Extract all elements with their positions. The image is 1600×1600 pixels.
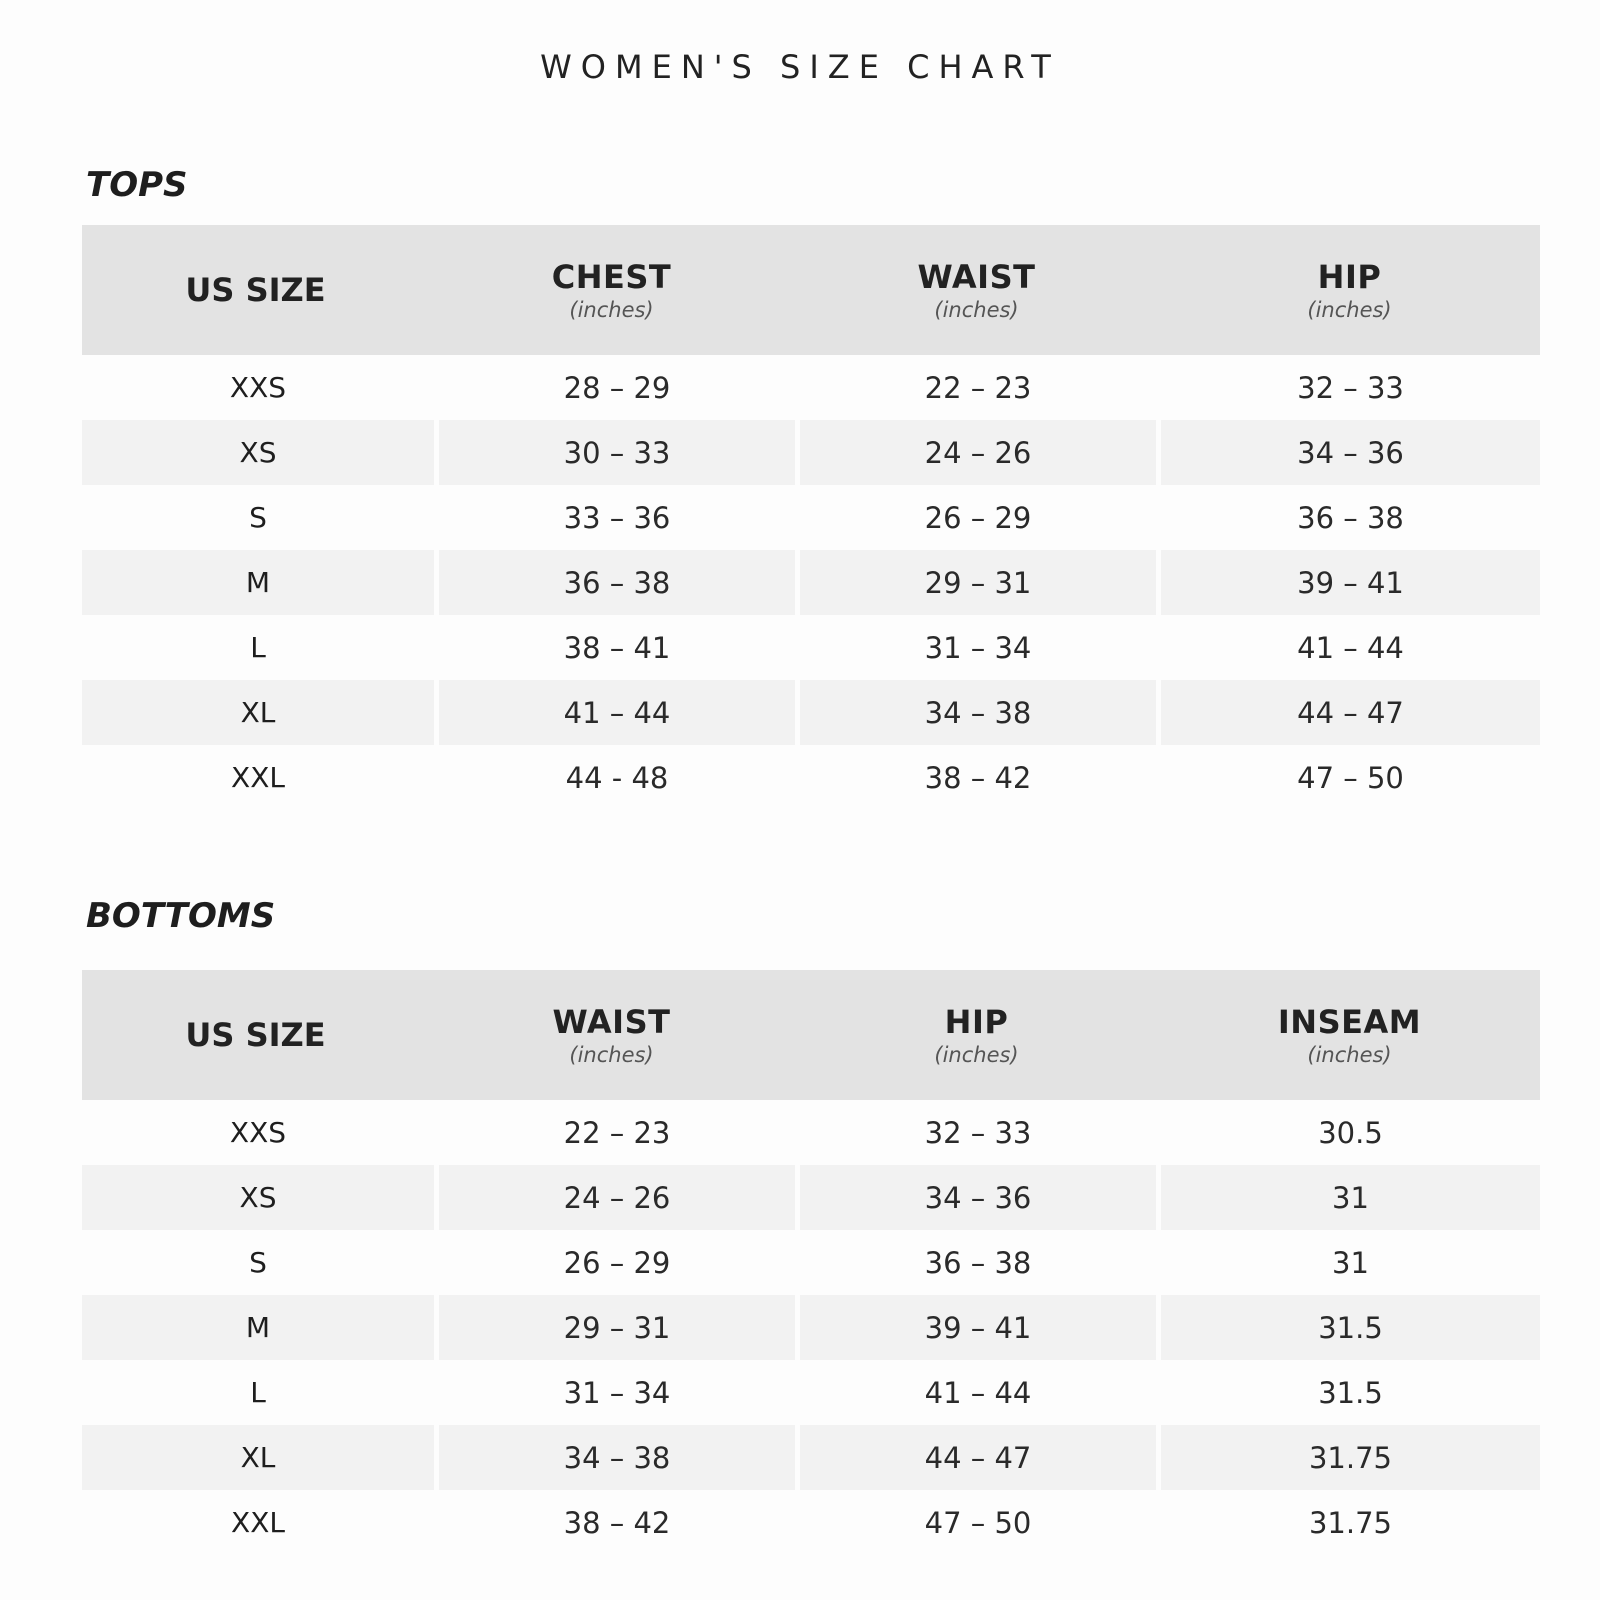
measurement-cell: 31.75 [1308, 1505, 1393, 1540]
header-unit: (inches) [569, 1043, 654, 1067]
size-label-cell: L [250, 1376, 266, 1409]
measurement-cell: 39 – 41 [800, 1295, 1156, 1360]
measurement-cell: 31 [1161, 1165, 1540, 1230]
measurement-cell: 22 – 23 [924, 370, 1032, 405]
table-row [82, 1490, 1540, 1555]
measurement-cell: 36 – 38 [1297, 500, 1404, 535]
bottoms-size-table [82, 970, 1540, 1555]
measurement-cell: 31.5 [1161, 1295, 1540, 1360]
table-row [82, 420, 1540, 485]
table-header-row [82, 970, 1540, 1100]
header-chest [429, 258, 794, 322]
header-label: WAIST [552, 1003, 671, 1041]
table-row [82, 1360, 1540, 1425]
measurement-cell: 34 – 38 [800, 680, 1156, 745]
measurement-cell: 36 – 38 [924, 1245, 1032, 1280]
measurement-cell: 22 – 23 [563, 1115, 671, 1150]
measurement-cell: 29 – 31 [800, 550, 1156, 615]
header-label: US SIZE [185, 271, 326, 309]
table-row [82, 680, 1540, 745]
header-hip [794, 1003, 1159, 1067]
size-label-cell: M [82, 550, 434, 615]
measurement-cell: 33 – 36 [563, 500, 671, 535]
table-row [82, 615, 1540, 680]
measurement-cell: 41 – 44 [1297, 630, 1404, 665]
size-label-cell: XL [82, 1425, 434, 1490]
table-row [82, 1425, 1540, 1490]
tops-table-body [82, 355, 1540, 810]
size-label-cell: XS [82, 1165, 434, 1230]
measurement-cell: 28 – 29 [563, 370, 671, 405]
measurement-cell: 47 – 50 [924, 1505, 1032, 1540]
measurement-cell: 39 – 41 [1161, 550, 1540, 615]
header-inseam [1159, 1003, 1540, 1067]
tops-section-title: TOPS [86, 165, 188, 205]
size-label-cell: L [250, 631, 266, 664]
bottoms-table-body [82, 1100, 1540, 1555]
header-us-size [82, 271, 429, 309]
measurement-cell: 47 – 50 [1297, 760, 1404, 795]
measurement-cell: 26 – 29 [924, 500, 1032, 535]
header-unit: (inches) [934, 1043, 1019, 1067]
header-label: HIP [1317, 258, 1382, 296]
header-unit: (inches) [569, 298, 654, 322]
measurement-cell: 44 – 47 [1161, 680, 1540, 745]
header-waist [794, 258, 1159, 322]
measurement-cell: 31.5 [1318, 1375, 1383, 1410]
measurement-cell: 32 – 33 [924, 1115, 1032, 1150]
header-unit: (inches) [1307, 298, 1392, 322]
header-us-size [82, 1016, 429, 1054]
measurement-cell: 34 – 36 [800, 1165, 1156, 1230]
measurement-cell: 30 – 33 [439, 420, 795, 485]
measurement-cell: 31 – 34 [924, 630, 1032, 665]
measurement-cell: 31.75 [1161, 1425, 1540, 1490]
size-label-cell: M [82, 1295, 434, 1360]
size-label-cell: XXS [229, 371, 287, 404]
measurement-cell: 44 – 47 [800, 1425, 1156, 1490]
measurement-cell: 41 – 44 [439, 680, 795, 745]
table-row [82, 1100, 1540, 1165]
bottoms-section-title: BOTTOMS [86, 896, 276, 936]
tops-size-table [82, 225, 1540, 810]
table-row [82, 745, 1540, 810]
header-label: INSEAM [1277, 1003, 1422, 1041]
measurement-cell: 26 – 29 [563, 1245, 671, 1280]
table-row [82, 355, 1540, 420]
measurement-cell: 38 – 42 [563, 1505, 671, 1540]
table-header-row [82, 225, 1540, 355]
header-label: HIP [944, 1003, 1009, 1041]
size-label-cell: S [249, 501, 267, 534]
size-label-cell: XS [82, 420, 434, 485]
header-hip [1159, 258, 1540, 322]
table-row [82, 1165, 1540, 1230]
header-label: WAIST [917, 258, 1036, 296]
size-label-cell: XXS [229, 1116, 287, 1149]
measurement-cell: 36 – 38 [439, 550, 795, 615]
measurement-cell: 29 – 31 [439, 1295, 795, 1360]
header-label: CHEST [551, 258, 672, 296]
measurement-cell: 41 – 44 [924, 1375, 1032, 1410]
header-unit: (inches) [1307, 1043, 1392, 1067]
table-row [82, 1295, 1540, 1360]
measurement-cell: 31 [1332, 1245, 1369, 1280]
header-label: US SIZE [185, 1016, 326, 1054]
measurement-cell: 31 – 34 [563, 1375, 671, 1410]
measurement-cell: 34 – 38 [439, 1425, 795, 1490]
measurement-cell: 34 – 36 [1161, 420, 1540, 485]
header-unit: (inches) [934, 298, 1019, 322]
measurement-cell: 38 – 41 [563, 630, 671, 665]
page-title: WOMEN'S SIZE CHART [540, 48, 1060, 86]
table-row [82, 485, 1540, 550]
measurement-cell: 24 – 26 [800, 420, 1156, 485]
measurement-cell: 24 – 26 [439, 1165, 795, 1230]
size-label-cell: XXL [231, 761, 285, 794]
size-label-cell: S [249, 1246, 267, 1279]
table-row [82, 1230, 1540, 1295]
measurement-cell: 30.5 [1318, 1115, 1383, 1150]
size-label-cell: XXL [231, 1506, 285, 1539]
header-waist [429, 1003, 794, 1067]
measurement-cell: 32 – 33 [1297, 370, 1404, 405]
measurement-cell: 44 - 48 [565, 760, 669, 795]
measurement-cell: 38 – 42 [924, 760, 1032, 795]
size-label-cell: XL [82, 680, 434, 745]
table-row [82, 550, 1540, 615]
